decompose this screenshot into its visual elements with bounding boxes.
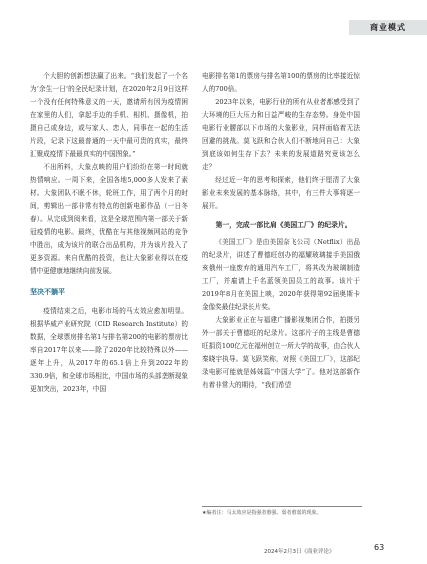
page-header — [0, 0, 427, 42]
body-paragraph: 个大胆的创新想法赢了出来。“我们发起了一个名为‘余生一日’的全民纪录计划，在2020年2月9日这样一个没有任何特殊意义的一天，邀请所有因为疫情困在家里的人们，拿起手边的手机、相机、摄像机，拍摄自己或身边，或与家人、恋人，同事在一起的生活片段，记录下这最普通的一天中最可贵的真实，最终汇聚成疫情下最最真实的中国图象。” — [30, 72, 188, 158]
footnote: ★编者注：马太效应是指强者愈强、弱者愈弱的现象。 — [202, 510, 322, 516]
body-paragraph: 《美国工厂》是由美国奈飞公司（Netflix）出品的纪录片，讲述了曹德旺创办的福耀玻璃接手美国俄亥俄州一座废弃的通用汽车工厂，将其改为玻璃制造工厂，并雇请上千名蓝领美国员工的故事。该片于2019年8月在美国上映，2020年获得第92届奥斯卡金像奖最佳纪录长片奖。 — [202, 238, 360, 311]
right-column — [202, 70, 360, 392]
body-paragraph: 大象影业正在与福建广播影视集团合作，拍摄另外一部关于曹德旺的纪录片。这部片子的主线是曹德旺捐资100亿元在福州创立一所大学的故事，由合伙人秦晓宇执导。莫飞跃笑称，对照《美国工厂》，这部纪录电影可能就是姊妹篇“中国大学”了。他对这部新作有着非常大的期待，“我们希望 — [202, 316, 360, 389]
section-tag: 商业模式 — [349, 20, 427, 35]
issue-info: 2024年2月3日《商业评论》 — [264, 549, 335, 555]
body-paragraph: 2023年以来，电影行业的所有从业者都感受到了大环境的巨大压力和日益严峻的生存态势。身处中国电影行业腰部以下市场的大象影业，同样面临着无法回避的挑战。莫飞跃和合伙人们不断地问自己：大象到底该如何生存下去？未来的发展道路究竟该怎么走？ — [202, 98, 360, 171]
bold-subheading: 第一，完成一部比肩《美国工厂》的纪录片。 — [215, 221, 352, 229]
section-subhead: 坚决不躺平 — [30, 288, 65, 296]
body-paragraph: 不出所料，大象点映的用户们纷纷在第一时间就热情响应。一周下来，全国各地5,000多人发来了素材。大象团队不眠不休，轮班工作，用了两个月的时间，剪辑出一部非常有特点的创新电影作品（一日冬春）。从完成到阅来看，这是全球范围内第一部关于新冠疫情的电影。最终，优酷在与其他视频网站的竞争中胜出，成为该片的联合出品机构，并为该片投入了更多资源。来自优酷的投资，也让大象影业得以在疫情中更健康地继续向前发展。 — [30, 163, 188, 275]
body-paragraph: 经过近一年的思考和探索，他们终于厘清了大象影业未来发展的基本脉络，其中，有三件大事将逐一展开。 — [202, 176, 360, 210]
page-number: 63 — [374, 543, 385, 552]
footnote-divider — [202, 506, 362, 507]
body-paragraph: 疫情结束之后，电影市场的马太效应愈加明显。根据华威产业研究院（CID Research Institute）的数据，全球票房排名第1与排名第200的电影的票房比率自2017年以来——除了2020年比较特殊以外——逐年上升，从2017年的65.1倍上升到2022年的330.9倍，和全球市场相比，中国市场的头部垄断现象更加突出，2023年，中国 — [30, 307, 188, 393]
body-paragraph: 电影排名第1的票房与排名第100的票房的比率接近惊人的700倍。 — [202, 72, 360, 93]
left-column — [30, 70, 188, 396]
